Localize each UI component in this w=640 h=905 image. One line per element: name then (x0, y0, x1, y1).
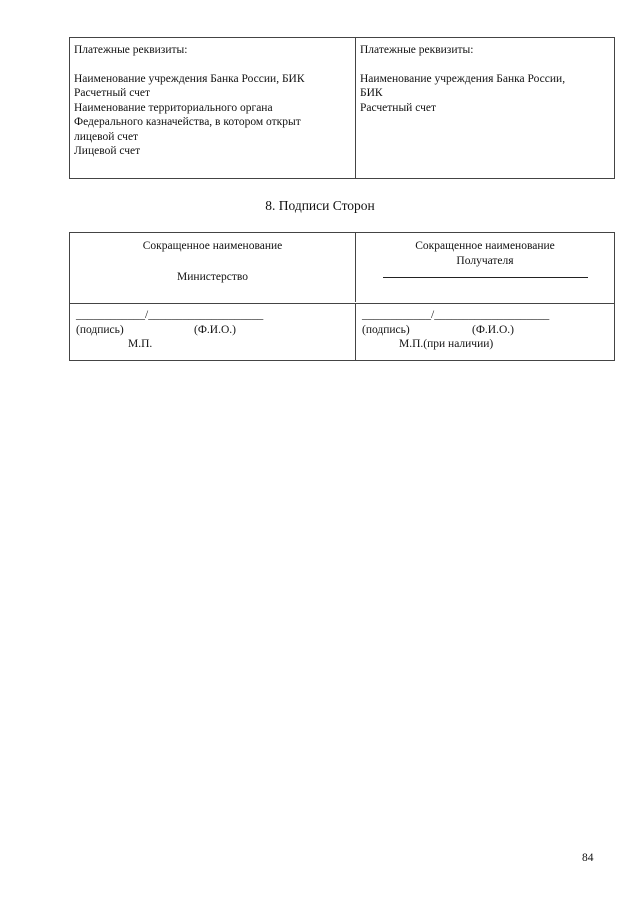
signature-line: ____________/____________________ (362, 309, 550, 321)
payment-line: Расчетный счет (74, 87, 150, 99)
payment-details-ministry (70, 38, 355, 178)
signature-sublabels (362, 323, 614, 338)
fio-label: (Ф.И.О.) (194, 323, 236, 336)
fio-label: (Ф.И.О.) (472, 323, 514, 336)
payment-heading: Платежные реквизиты: (360, 44, 474, 56)
party-name: Получателя (456, 254, 514, 267)
signatures-names-row (70, 233, 614, 304)
signature-line: ____________/____________________ (76, 309, 264, 321)
signature-sublabels (76, 323, 355, 338)
payment-heading: Платежные реквизиты: (74, 44, 188, 56)
ministry-name-cell (70, 233, 355, 302)
payment-details-row (70, 38, 614, 178)
page-number: 84 (582, 852, 594, 864)
stamp-label: М.П. (128, 338, 153, 350)
recipient-name-cell (355, 233, 614, 302)
signatures-sign-row (70, 304, 614, 361)
short-name-header: Сокращенное наименование (142, 240, 283, 252)
party-name: Министерство (177, 270, 248, 283)
ministry-signature-cell (70, 304, 355, 361)
payment-line: Наименование учреждения Банка России, БИК (74, 72, 305, 85)
payment-line: лицевой счет (74, 130, 139, 143)
signature-label: (подпись) (76, 323, 124, 336)
name-blank-line (383, 271, 588, 278)
payment-line: Федерального казначейства, в котором открыт (74, 116, 301, 128)
section-title: 8. Подписи Сторон (265, 198, 375, 213)
payment-line: БИК (360, 87, 383, 99)
signature-label: (подпись) (362, 323, 410, 336)
payment-details-recipient (355, 38, 614, 178)
payment-line: Наименование территориального органа (74, 101, 273, 114)
stamp-label: М.П.(при наличии) (399, 338, 494, 350)
payment-details-table (69, 37, 615, 179)
recipient-signature-cell (355, 304, 614, 361)
payment-line: Расчетный счет (360, 101, 436, 114)
payment-line: Лицевой счет (74, 145, 141, 157)
signatures-table (69, 232, 615, 361)
short-name-header: Сокращенное наименование (415, 240, 555, 252)
payment-line: Наименование учреждения Банка России, (360, 72, 566, 85)
